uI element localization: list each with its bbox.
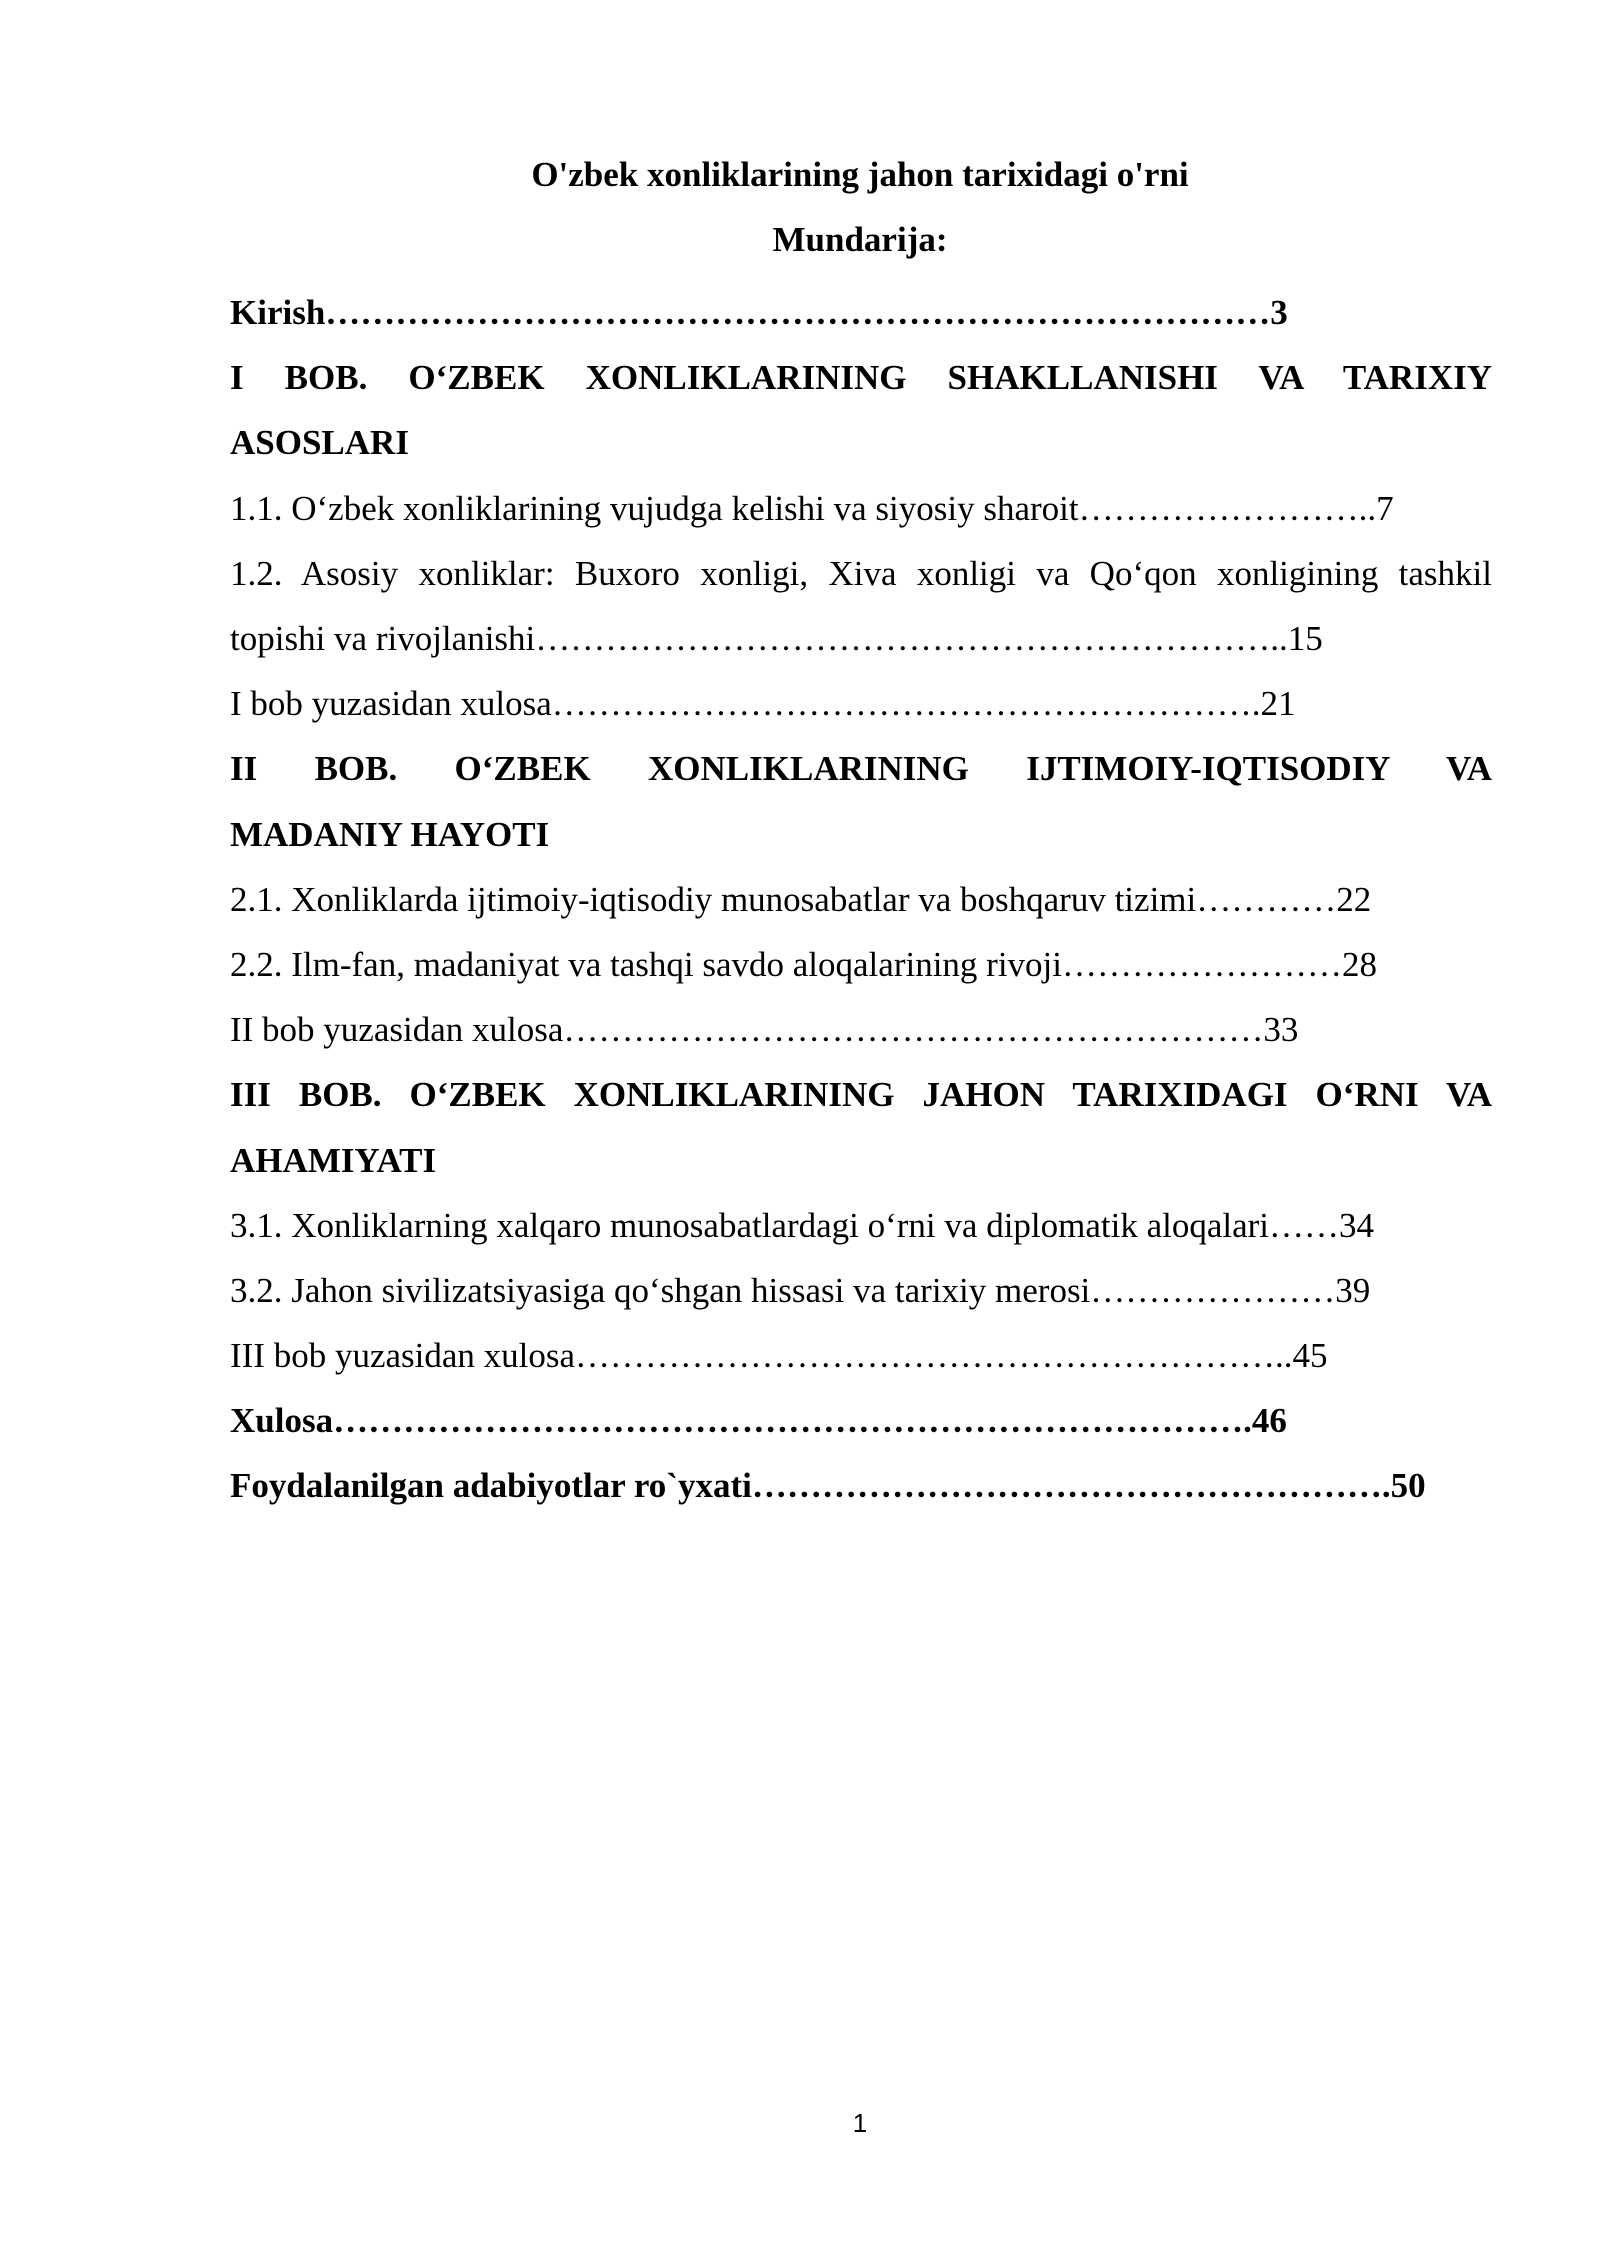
toc-leader-dots: ………………………………………………. <box>751 1466 1391 1506</box>
toc-entry-label: 3.1. Xonliklarning xalqaro munosabatlardagi o‘rni va diplomatik aloqalari <box>230 1205 1270 1245</box>
toc-page-number: 33 <box>1263 1010 1299 1050</box>
toc-page-number: 3 <box>1270 293 1288 332</box>
toc-chapter-2-heading-cont <box>230 802 1492 867</box>
toc-chapter-heading-line: III BOB. O‘ZBEK XONLIKLARINING JAHON TARIXIDAGI O‘RNI VA <box>230 1075 1492 1115</box>
document-title: O'zbek xonliklarining jahon tarixidagi o'rni <box>531 155 1189 194</box>
toc-entry-label: III bob yuzasidan xulosa <box>230 1336 576 1376</box>
toc-page-number: 21 <box>1260 684 1296 724</box>
toc-leader-dots: ………… <box>1196 879 1337 919</box>
toc-chapter-3-heading-cont <box>230 1128 1492 1193</box>
toc-page-number: 50 <box>1390 1466 1426 1506</box>
toc-entry-intro[interactable] <box>230 280 1492 345</box>
toc-entry-chapter-3-summary[interactable] <box>230 1323 1492 1388</box>
toc-chapter-1-heading[interactable] <box>230 345 1492 410</box>
toc-entry-label: topishi va rivojlanishi <box>230 618 536 658</box>
toc-entry-1-2-cont <box>230 606 1492 671</box>
toc-entry-label: 2.1. Xonliklarda ijtimoiy-iqtisodiy munosabatlar va boshqaruv tizimi <box>230 879 1197 919</box>
toc-entry-2-2[interactable] <box>230 932 1492 997</box>
toc-page-number: 45 <box>1292 1336 1328 1376</box>
toc-leader-dots: ……………………………………………………………………. <box>333 1401 1252 1441</box>
toc-page-number: 46 <box>1251 1401 1287 1441</box>
toc-entry-label: 3.2. Jahon sivilizatsiyasiga qo‘shgan hissasi va tarixiy merosi <box>230 1270 1091 1310</box>
toc-entry-label: 2.2. Ilm-fan, madaniyat va tashqi savdo aloqalarining rivoji <box>230 944 1063 984</box>
toc-entry-conclusion[interactable] <box>230 1388 1492 1453</box>
toc-entry-label: 1.1. O‘zbek xonliklarining vujudga kelishi va siyosiy sharoit <box>230 488 1079 528</box>
toc-entry-references[interactable] <box>230 1453 1492 1518</box>
toc-chapter-heading-line: AHAMIYATI <box>230 1140 437 1180</box>
toc-entry-3-1[interactable] <box>230 1193 1492 1258</box>
toc-chapter-2-heading[interactable] <box>230 736 1492 801</box>
toc-leader-dots: ……………………………………………………….. <box>535 618 1288 658</box>
toc-page-number: 15 <box>1287 618 1323 658</box>
toc-page-number: 39 <box>1335 1270 1371 1310</box>
toc-leader-dots: …………………………………………………….. <box>575 1336 1293 1376</box>
toc-leader-dots: ………………… <box>1090 1270 1336 1310</box>
toc-leader-dots: …………………………………………………… <box>563 1010 1264 1050</box>
toc-entry-label: II bob yuzasidan xulosa <box>230 1010 564 1050</box>
toc-leader-dots: ……………………………………………………. <box>551 684 1261 724</box>
page-number: 1 <box>852 2108 868 2138</box>
toc-chapter-heading-line: II BOB. O‘ZBEK XONLIKLARINING IJTIMOIY-IQTISODIY VA <box>230 749 1492 789</box>
toc-entry-chapter-2-summary[interactable] <box>230 997 1492 1062</box>
toc-entry-label: Kirish <box>230 293 326 332</box>
toc-entry-3-2[interactable] <box>230 1258 1492 1323</box>
table-of-contents <box>230 280 1492 1519</box>
toc-chapter-1-heading-cont <box>230 410 1492 475</box>
toc-entry-1-1[interactable] <box>230 476 1492 541</box>
toc-entry-label: 1.2. Asosiy xonliklar: Buxoro xonligi, Xiva xonligi va Qo‘qon xonligining tashkil <box>230 553 1492 593</box>
toc-entry-label: I bob yuzasidan xulosa <box>230 684 552 724</box>
toc-chapter-3-heading[interactable] <box>230 1062 1492 1127</box>
toc-page-number: 34 <box>1339 1205 1375 1245</box>
toc-entry-label: Xulosa <box>230 1401 334 1441</box>
toc-leader-dots: …… <box>1269 1205 1340 1245</box>
toc-chapter-heading-line: ASOSLARI <box>230 423 409 463</box>
toc-leader-dots: ……………………………………………………………………… <box>325 293 1271 332</box>
toc-entry-label: Foydalanilgan adabiyotlar ro`yxati <box>230 1466 752 1506</box>
toc-entry-2-1[interactable] <box>230 867 1492 932</box>
toc-page-number: 7 <box>1376 488 1394 528</box>
toc-entry-1-2[interactable] <box>230 541 1492 606</box>
toc-entry-chapter-1-summary[interactable] <box>230 671 1492 736</box>
toc-page-number: 28 <box>1342 944 1378 984</box>
toc-page-number: 22 <box>1336 879 1372 919</box>
toc-leader-dots: …………………… <box>1062 944 1343 984</box>
toc-chapter-heading-line: MADANIY HAYOTI <box>230 814 550 854</box>
toc-leader-dots: …………………….. <box>1078 488 1377 528</box>
contents-heading: Mundarija: <box>772 220 948 259</box>
toc-chapter-heading-line: I BOB. O‘ZBEK XONLIKLARINING SHAKLLANISHI VA TARIXIY <box>230 358 1492 398</box>
